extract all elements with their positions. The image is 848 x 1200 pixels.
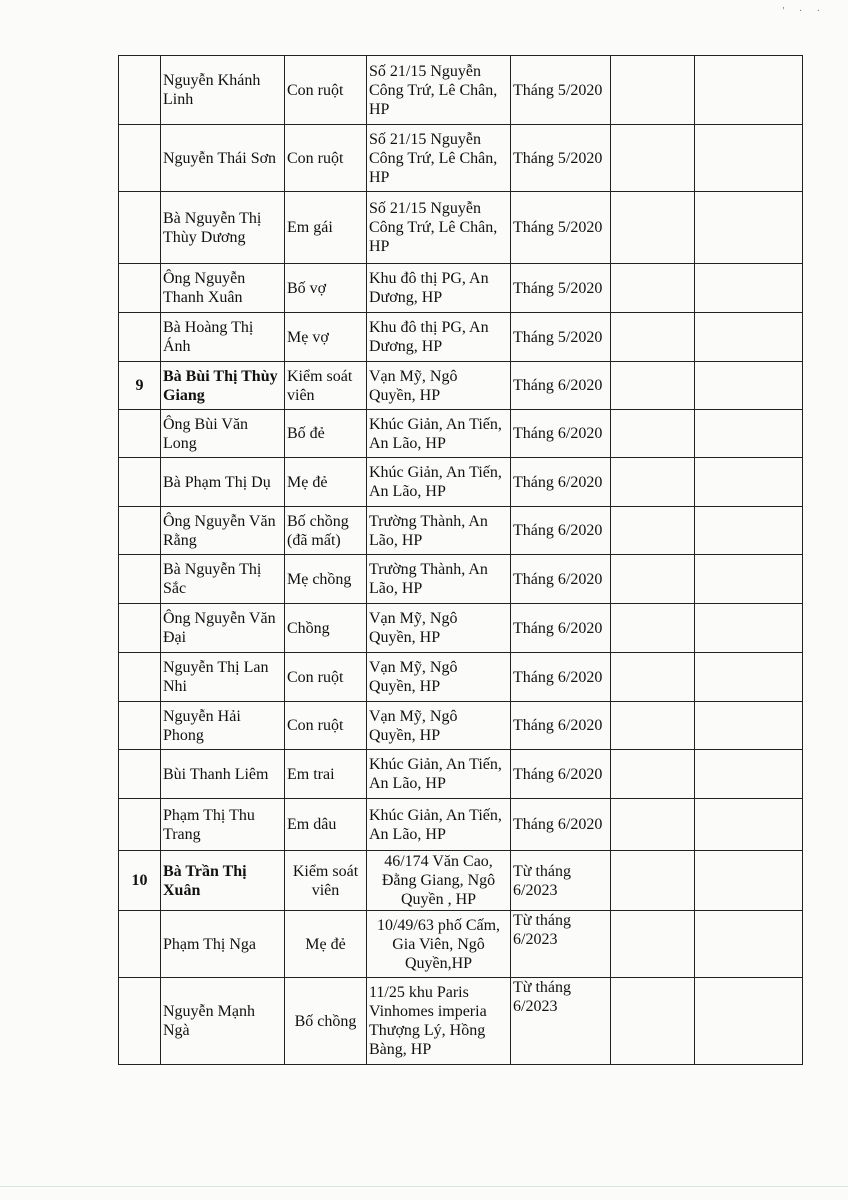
empty-cell: [695, 507, 803, 555]
time-cell: Từ tháng 6/2023: [511, 911, 611, 978]
stt-cell: [119, 192, 161, 264]
time-cell: Tháng 6/2020: [511, 604, 611, 653]
time-cell: Tháng 6/2020: [511, 750, 611, 799]
empty-cell: [611, 362, 695, 410]
empty-cell: [611, 653, 695, 702]
relation-cell: Kiểm soát viên: [285, 851, 367, 911]
time-cell: Tháng 5/2020: [511, 264, 611, 313]
table-row: [119, 192, 803, 264]
table-row: [119, 125, 803, 192]
table-row: [119, 911, 803, 978]
relation-cell: Con ruột: [285, 56, 367, 125]
address-cell: 11/25 khu Paris Vinhomes imperia Thượng Lý, Hồng Bàng, HP: [367, 978, 511, 1065]
empty-cell: [611, 125, 695, 192]
footer-divider: [0, 1186, 848, 1187]
address-cell: Số 21/15 Nguyễn Công Trứ, Lê Chân, HP: [367, 192, 511, 264]
relation-cell: Em dâu: [285, 799, 367, 851]
table-row: [119, 750, 803, 799]
name-cell: Bà Phạm Thị Dụ: [161, 458, 285, 507]
empty-cell: [611, 410, 695, 458]
address-cell: Trường Thành, An Lão, HP: [367, 555, 511, 604]
stt-cell: [119, 653, 161, 702]
time-cell: Tháng 6/2020: [511, 555, 611, 604]
empty-cell: [611, 799, 695, 851]
empty-cell: [695, 264, 803, 313]
empty-cell: [695, 313, 803, 362]
time-cell: Tháng 6/2020: [511, 653, 611, 702]
stt-cell: [119, 313, 161, 362]
empty-cell: [611, 458, 695, 507]
name-cell: Ông Nguyễn Văn Rằng: [161, 507, 285, 555]
empty-cell: [611, 702, 695, 750]
empty-cell: [695, 799, 803, 851]
time-cell: Tháng 5/2020: [511, 192, 611, 264]
address-cell: Khu đô thị PG, An Dương, HP: [367, 264, 511, 313]
stt-cell: [119, 125, 161, 192]
empty-cell: [695, 125, 803, 192]
relation-cell: Mẹ chồng: [285, 555, 367, 604]
empty-cell: [695, 56, 803, 125]
stt-cell: [119, 702, 161, 750]
empty-cell: [695, 362, 803, 410]
address-cell: Vạn Mỹ, Ngô Quyền, HP: [367, 362, 511, 410]
address-cell: Vạn Mỹ, Ngô Quyền, HP: [367, 653, 511, 702]
time-cell: Tháng 6/2020: [511, 362, 611, 410]
table-row: [119, 978, 803, 1065]
name-cell: Ông Bùi Văn Long: [161, 410, 285, 458]
table-row: [119, 410, 803, 458]
corner-mark: ' · ·: [782, 6, 826, 17]
relation-cell: Bố vợ: [285, 264, 367, 313]
relation-cell: Em gái: [285, 192, 367, 264]
name-cell: Nguyễn Khánh Linh: [161, 56, 285, 125]
stt-cell: 9: [119, 362, 161, 410]
empty-cell: [611, 555, 695, 604]
name-cell: Bà Hoàng Thị Ánh: [161, 313, 285, 362]
table-row: [119, 264, 803, 313]
empty-cell: [611, 851, 695, 911]
name-cell: Phạm Thị Thu Trang: [161, 799, 285, 851]
stt-cell: [119, 604, 161, 653]
empty-cell: [695, 410, 803, 458]
stt-cell: [119, 56, 161, 125]
table-row: [119, 702, 803, 750]
empty-cell: [695, 192, 803, 264]
relation-cell: Kiểm soát viên: [285, 362, 367, 410]
name-cell: Bà Bùi Thị Thùy Giang: [161, 362, 285, 410]
stt-cell: [119, 410, 161, 458]
address-cell: 46/174 Văn Cao, Đằng Giang, Ngô Quyền , HP: [367, 851, 511, 911]
table-row: [119, 653, 803, 702]
relation-cell: Mẹ đẻ: [285, 911, 367, 978]
stt-cell: [119, 458, 161, 507]
relatives-table: [118, 55, 803, 1065]
time-cell: Từ tháng 6/2023: [511, 978, 611, 1065]
empty-cell: [695, 604, 803, 653]
empty-cell: [611, 192, 695, 264]
empty-cell: [611, 507, 695, 555]
name-cell: Phạm Thị Nga: [161, 911, 285, 978]
table-row: [119, 604, 803, 653]
empty-cell: [695, 555, 803, 604]
name-cell: Bà Trần Thị Xuân: [161, 851, 285, 911]
table-row: [119, 799, 803, 851]
address-cell: 10/49/63 phố Cấm, Gia Viên, Ngô Quyền,HP: [367, 911, 511, 978]
time-cell: Tháng 6/2020: [511, 458, 611, 507]
address-cell: Số 21/15 Nguyễn Công Trứ, Lê Chân, HP: [367, 125, 511, 192]
table-row: [119, 851, 803, 911]
name-cell: Ông Nguyễn Văn Đại: [161, 604, 285, 653]
empty-cell: [695, 653, 803, 702]
stt-cell: [119, 799, 161, 851]
relation-cell: Bố chồng (đã mất): [285, 507, 367, 555]
relation-cell: Chồng: [285, 604, 367, 653]
time-cell: Tháng 6/2020: [511, 702, 611, 750]
table-row: [119, 458, 803, 507]
stt-cell: 10: [119, 851, 161, 911]
time-cell: Tháng 5/2020: [511, 313, 611, 362]
name-cell: Nguyễn Thái Sơn: [161, 125, 285, 192]
relation-cell: Mẹ vợ: [285, 313, 367, 362]
empty-cell: [695, 978, 803, 1065]
empty-cell: [611, 56, 695, 125]
time-cell: Từ tháng 6/2023: [511, 851, 611, 911]
empty-cell: [611, 911, 695, 978]
address-cell: Khúc Giản, An Tiến, An Lão, HP: [367, 410, 511, 458]
relation-cell: Con ruột: [285, 125, 367, 192]
empty-cell: [695, 851, 803, 911]
stt-cell: [119, 264, 161, 313]
table-row: [119, 555, 803, 604]
address-cell: Trường Thành, An Lão, HP: [367, 507, 511, 555]
name-cell: Nguyễn Thị Lan Nhi: [161, 653, 285, 702]
address-cell: Số 21/15 Nguyễn Công Trứ, Lê Chân, HP: [367, 56, 511, 125]
name-cell: Bà Nguyễn Thị Thùy Dương: [161, 192, 285, 264]
stt-cell: [119, 750, 161, 799]
empty-cell: [695, 750, 803, 799]
time-cell: Tháng 5/2020: [511, 56, 611, 125]
address-cell: Vạn Mỹ, Ngô Quyền, HP: [367, 702, 511, 750]
stt-cell: [119, 507, 161, 555]
empty-cell: [611, 313, 695, 362]
table-row: [119, 313, 803, 362]
empty-cell: [611, 264, 695, 313]
table-row: [119, 56, 803, 125]
time-cell: Tháng 6/2020: [511, 799, 611, 851]
name-cell: Bà Nguyễn Thị Sắc: [161, 555, 285, 604]
time-cell: Tháng 5/2020: [511, 125, 611, 192]
address-cell: Khúc Giản, An Tiến, An Lão, HP: [367, 799, 511, 851]
relation-cell: Mẹ đẻ: [285, 458, 367, 507]
empty-cell: [695, 458, 803, 507]
empty-cell: [611, 750, 695, 799]
empty-cell: [611, 978, 695, 1065]
stt-cell: [119, 978, 161, 1065]
empty-cell: [695, 702, 803, 750]
time-cell: Tháng 6/2020: [511, 507, 611, 555]
stt-cell: [119, 911, 161, 978]
address-cell: Khu đô thị PG, An Dương, HP: [367, 313, 511, 362]
time-cell: Tháng 6/2020: [511, 410, 611, 458]
name-cell: Ông Nguyễn Thanh Xuân: [161, 264, 285, 313]
table-row: [119, 362, 803, 410]
address-cell: Khúc Giản, An Tiến, An Lão, HP: [367, 750, 511, 799]
stt-cell: [119, 555, 161, 604]
relation-cell: Con ruột: [285, 653, 367, 702]
relation-cell: Bố chồng: [285, 978, 367, 1065]
empty-cell: [695, 911, 803, 978]
empty-cell: [611, 604, 695, 653]
relation-cell: Bố đẻ: [285, 410, 367, 458]
table-row: [119, 507, 803, 555]
address-cell: Khúc Giản, An Tiến, An Lão, HP: [367, 458, 511, 507]
name-cell: Bùi Thanh Liêm: [161, 750, 285, 799]
address-cell: Vạn Mỹ, Ngô Quyền, HP: [367, 604, 511, 653]
relation-cell: Con ruột: [285, 702, 367, 750]
name-cell: Nguyễn Hải Phong: [161, 702, 285, 750]
name-cell: Nguyễn Mạnh Ngà: [161, 978, 285, 1065]
relation-cell: Em trai: [285, 750, 367, 799]
